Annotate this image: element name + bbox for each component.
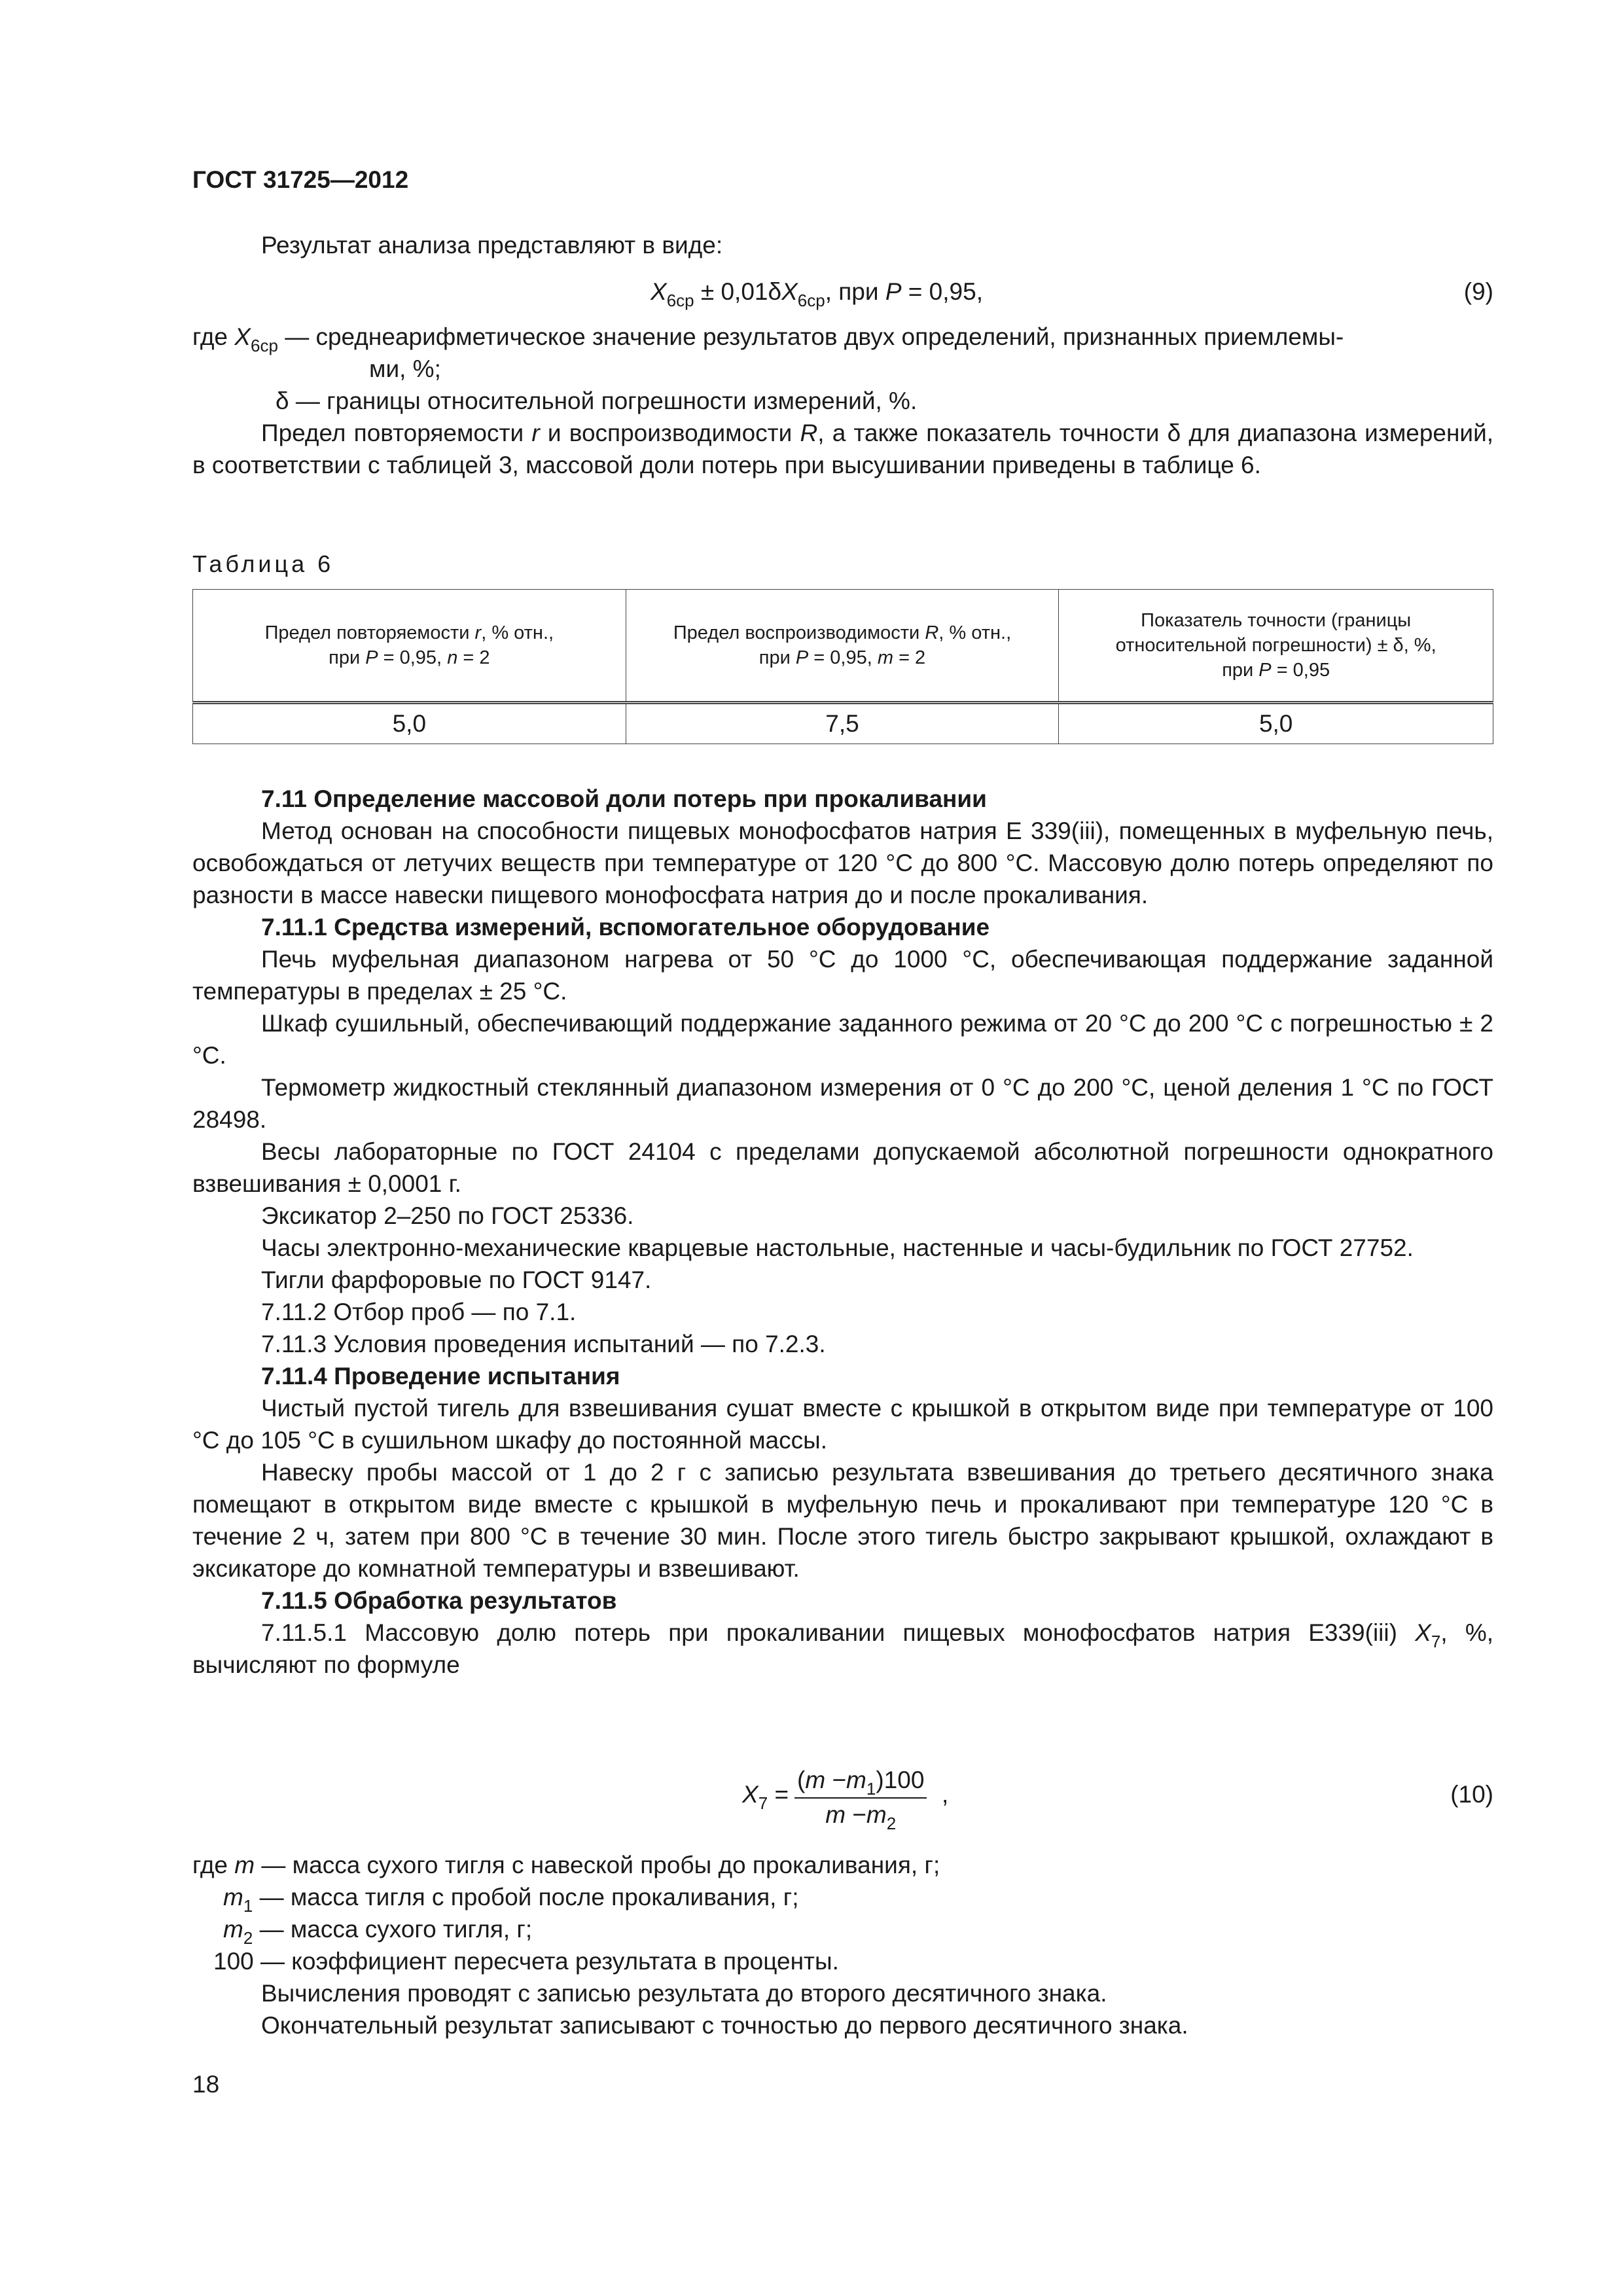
cell-text: = 0,95,: [813, 647, 872, 668]
page-number: 18: [192, 2071, 220, 2098]
text-run: , %, вычисляют по формуле: [192, 1619, 1494, 1678]
formula-subscript: 2: [886, 1814, 897, 1833]
table-header-cell: [626, 590, 1059, 703]
where-desc: — среднеарифметическое значение результатов двух определений, признанных приемлемы-: [285, 323, 1344, 350]
section-heading: 7.11 Определение массовой доли потерь при прокаливании: [261, 785, 987, 812]
result-intro-block: [192, 229, 1493, 261]
formula-text: −: [852, 1801, 866, 1828]
table-6-label: Таблица 6: [192, 550, 334, 577]
equipment-item: Тигли фарфоровые по ГОСТ 9147.: [261, 1266, 652, 1293]
where-word: где: [192, 323, 228, 350]
where-m-line: [192, 1849, 1493, 1881]
table-header-cell: [1059, 590, 1493, 703]
formula-var: m: [846, 1767, 866, 1793]
formula-text: =: [774, 1781, 789, 1808]
fraction-denominator: [794, 1799, 927, 1831]
where-word: где: [192, 1852, 228, 1878]
table-cell: 5,0: [193, 703, 626, 744]
table-header-row: [193, 590, 1493, 703]
result-intro-paragraph: Результат анализа представляют в виде:: [261, 232, 723, 259]
formula-subscript: 7: [758, 1793, 768, 1813]
formula-10-row: [192, 1764, 1493, 1836]
document-header: ГОСТ 31725—2012: [192, 166, 409, 193]
formula-subscript: 6ср: [797, 291, 825, 310]
equipment-item: Весы лабораторные по ГОСТ 24104 с пределами допускаемой абсолютной погрешности однократного взвешивания ± 0,0001 г.: [192, 1138, 1493, 1197]
formula-10-fraction: [794, 1764, 927, 1831]
equipment-item: Термометр жидкостный стеклянный диапазоном измерения от 0 °С до 200 °С, ценой деления 1 °С по ГОСТ 28498.: [192, 1074, 1493, 1133]
calc-paragraph: Вычисления проводят с записью результата до второго десятичного знака.: [261, 1980, 1107, 2007]
where-9-block: [192, 321, 1493, 417]
table-header-cell: [193, 590, 626, 703]
cell-text: = 0,95,: [383, 647, 442, 668]
cell-text: при: [329, 647, 361, 668]
where-x-line: [192, 321, 1493, 353]
formula-text: )100: [876, 1767, 925, 1793]
formula-var: m: [877, 647, 893, 668]
formula-var: n: [447, 647, 458, 668]
final-paragraph: Окончательный результат записывают с точностью до первого десятичного знака.: [261, 2012, 1188, 2039]
formula-var: P: [885, 278, 902, 305]
where-desc: — масса сухого тигля с навеской пробы до прокаливания, г;: [261, 1852, 940, 1878]
formula-var: P: [1258, 660, 1272, 681]
formula-subscript: 2: [243, 1928, 253, 1948]
formula-var: X: [651, 278, 667, 305]
formula-subscript: 6ср: [666, 291, 694, 310]
section-paragraph: Метод основан на способности пищевых монофосфатов натрия Е 339(iii), помещенных в муфельную печь, освобождаться от летучих веществ при температуре от 120 °С до 800 °С. Массовую долю потерь определяют по разности в массе навески пищевого монофосфата натрия до и после прокаливания.: [192, 817, 1493, 908]
formula-var: r: [474, 622, 482, 643]
cell-text: при: [1222, 660, 1254, 681]
formula-var: X: [742, 1781, 758, 1808]
where-desc: — масса сухого тигля, г;: [259, 1916, 533, 1943]
formula-var: X: [1415, 1619, 1431, 1646]
formula-subscript: 6ср: [250, 336, 278, 355]
equipment-item: Шкаф сушильный, обеспечивающий поддержание заданного режима от 20 °С до 200 °С с погрешностью ± 2 °С.: [192, 1010, 1493, 1069]
formula-text: ± 0,01δ: [700, 278, 782, 305]
where-x-cont: ми, %;: [369, 355, 441, 382]
fraction-numerator: [794, 1764, 927, 1799]
formula-subscript: 1: [243, 1896, 253, 1916]
cell-text: = 2: [463, 647, 490, 668]
table-cell: 7,5: [626, 703, 1059, 744]
cell-text: , % отн.,: [481, 622, 554, 643]
formula-var: R: [800, 420, 818, 446]
where-delta-line: δ — границы относительной погрешности измерений, %.: [276, 387, 918, 414]
formula-text: = 0,95,: [908, 278, 983, 305]
formula-var: X: [234, 323, 251, 350]
cell-text: = 0,95: [1276, 660, 1330, 681]
text-run: и воспроизводимости: [547, 420, 793, 446]
equipment-item: Эксикатор 2–250 по ГОСТ 25336.: [261, 1202, 634, 1229]
table-6: [192, 589, 1493, 744]
formula-9: [651, 276, 983, 308]
text-run: 7.11.5.1 Массовую долю потерь при прокаливании пищевых монофосфатов натрия Е339(iii): [261, 1619, 1397, 1646]
cell-text: = 2: [899, 647, 926, 668]
section-paragraph: [192, 1617, 1493, 1681]
section-paragraph: Чистый пустой тигель для взвешивания сушат вместе с крышкой в открытом виде при температуре от 100 °С до 105 °С в сушильном шкафу до постоянной массы.: [192, 1395, 1493, 1454]
formula-text: −: [832, 1767, 847, 1793]
where-desc: — масса тигля с пробой после прокаливания, г;: [259, 1884, 799, 1910]
formula-var: m: [223, 1884, 243, 1910]
section-7-11: [192, 783, 1493, 1681]
table-cell: 5,0: [1059, 703, 1493, 744]
where-desc: — коэффициент пересчета результата в проценты.: [260, 1948, 839, 1975]
formula-var: m: [825, 1801, 846, 1828]
formula-text: , при: [825, 278, 879, 305]
text-run: , а также показатель точности δ для диапазона измерений, в соответствии с таблицей 3, массовой доли потерь при высушивании приведены в таблице 6.: [192, 420, 1494, 478]
section-heading: 7.11.1 Средства измерений, вспомогательное оборудование: [261, 914, 990, 941]
formula-subscript: 1: [866, 1779, 876, 1799]
formula-10-comma: ,: [942, 1781, 949, 1808]
equation-number: (10): [1450, 1781, 1493, 1808]
table-row: [193, 703, 1493, 744]
formula-var: R: [925, 622, 939, 643]
formula-text: (: [797, 1767, 806, 1793]
section-paragraph: 7.11.3 Условия проведения испытаний — по 7.2.3.: [261, 1331, 826, 1357]
cell-text: Предел повторяемости: [264, 622, 470, 643]
where-100-line: [192, 1945, 1493, 1977]
where-10-block: [192, 1849, 1493, 2041]
formula-var: P: [365, 647, 378, 668]
equipment-item: Часы электронно-механические кварцевые настольные, настенные и часы-будильник по ГОСТ 27752.: [261, 1234, 1414, 1261]
where-term: 100: [213, 1948, 254, 1975]
section-heading: 7.11.5 Обработка результатов: [261, 1587, 617, 1614]
cell-text: при: [758, 647, 791, 668]
where-m2-line: [192, 1913, 1493, 1948]
formula-subscript: 7: [1431, 1632, 1441, 1651]
formula-var: m: [866, 1801, 887, 1828]
formula-var: m: [223, 1916, 243, 1943]
formula-var: P: [795, 647, 809, 668]
formula-var: X: [781, 278, 798, 305]
formula-var: m: [234, 1852, 255, 1878]
formula-10-lhs: [742, 1778, 789, 1813]
formula-9-row: [192, 276, 1493, 315]
equation-number: (9): [1463, 278, 1493, 305]
cell-text: Предел воспроизводимости: [673, 622, 920, 643]
document-page: [192, 0, 1493, 2296]
equipment-item: Печь муфельная диапазоном нагрева от 50 °С до 1000 °С, обеспечивающая поддержание заданной температуры в пределах ± 25 °С.: [192, 946, 1493, 1005]
formula-var: r: [531, 420, 540, 446]
formula-var: m: [805, 1767, 826, 1793]
text-run: Предел повторяемости: [261, 420, 524, 446]
where-m1-line: [192, 1881, 1493, 1916]
cell-text: , % отн.,: [938, 622, 1012, 643]
section-paragraph: 7.11.2 Отбор проб — по 7.1.: [261, 1299, 577, 1325]
limits-block: [192, 417, 1493, 481]
section-paragraph: Навеску пробы массой от 1 до 2 г с записью результата взвешивания до третьего десятичного знака помещают в открытом виде вместе с крышкой в муфельную печь и прокаливают при температуре 120 °С в течение 2 ч, затем при 800 °С в течение 30 мин. После этого тигель быстро закрывают крышкой, охлаждают в эксикаторе до комнатной температуры и взвешивают.: [192, 1459, 1493, 1582]
limits-paragraph: [192, 417, 1493, 481]
cell-text: относительной погрешности) ± δ, %,: [1115, 635, 1436, 656]
cell-text: Показатель точности (границы: [1141, 610, 1412, 631]
section-heading: 7.11.4 Проведение испытания: [261, 1363, 620, 1390]
